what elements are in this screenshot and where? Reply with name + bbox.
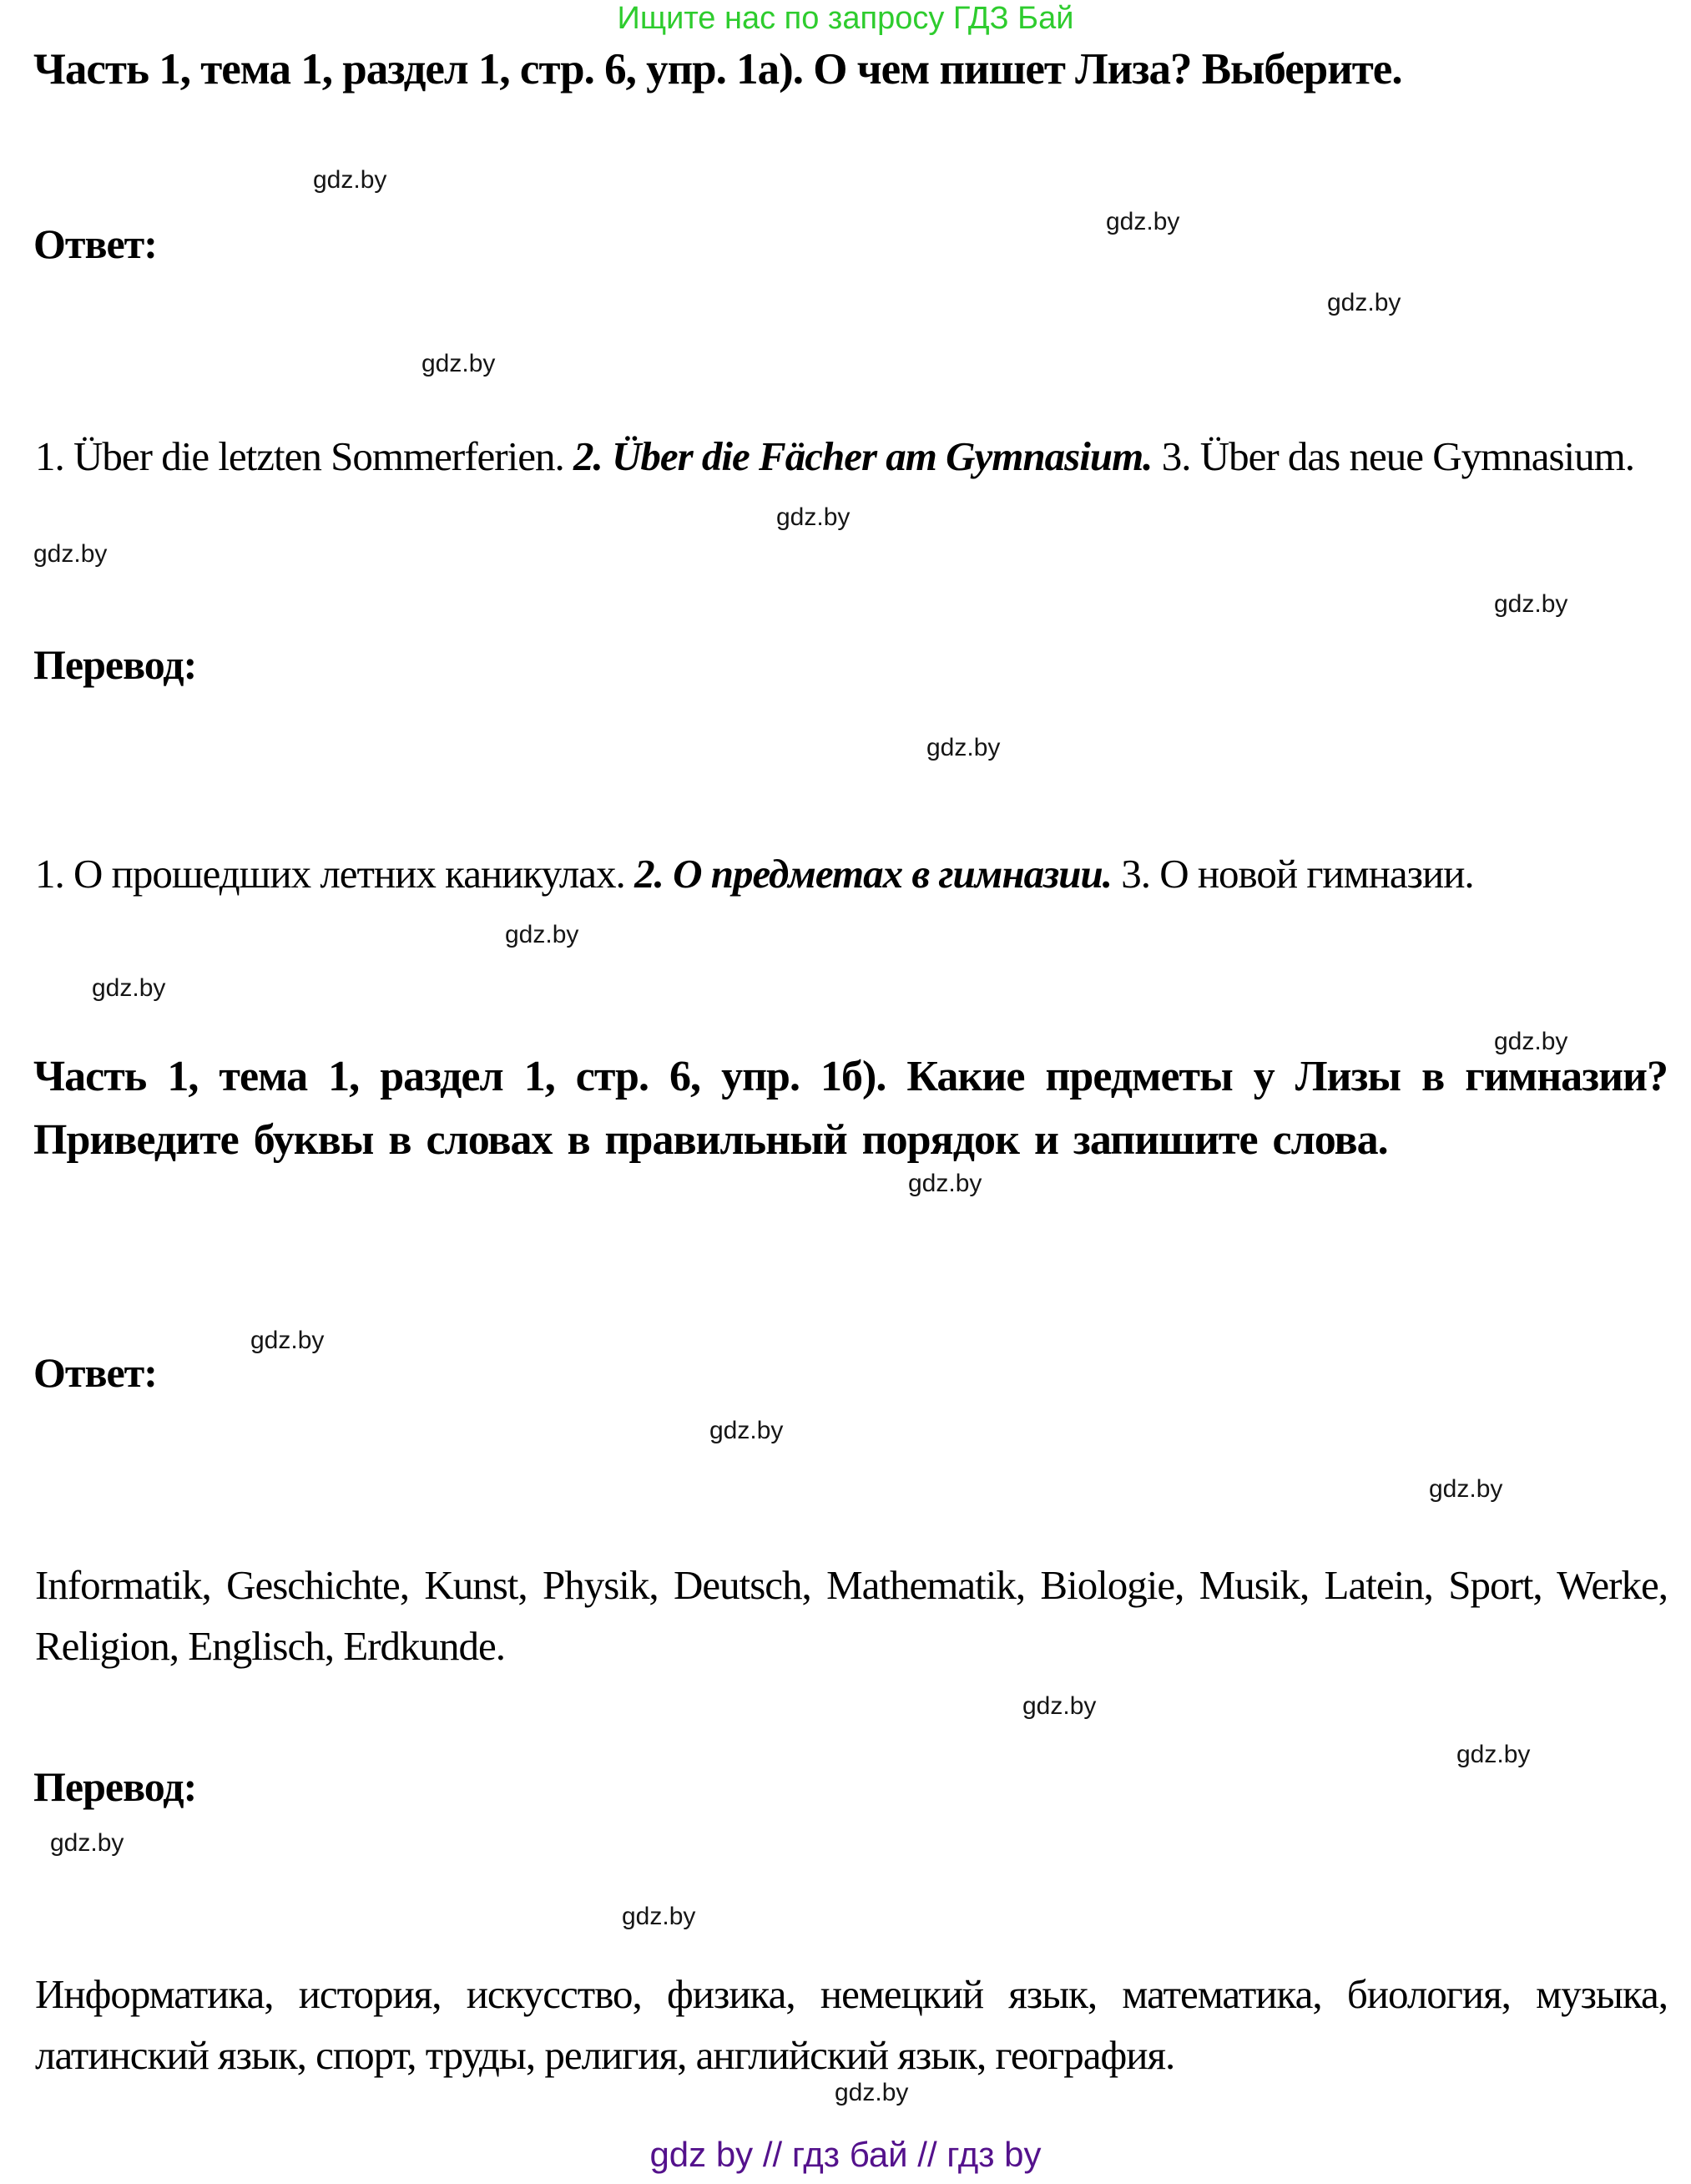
answer-1a-options xyxy=(35,426,1668,487)
gdzby-watermark: gdz.by xyxy=(1494,590,1568,618)
translation-label-1b: Перевод: xyxy=(33,1763,197,1810)
gdzby-watermark: gdz.by xyxy=(50,1829,124,1857)
gdzby-watermark: gdz.by xyxy=(926,734,1001,761)
answer-1b-subjects: Informatik, Geschichte, Kunst, Physik, Deutsch, Mathematik, Biologie, Musik, Latein, Sport, Werke, Religion, Englisch, Erdkunde. xyxy=(35,1562,1668,1669)
gdzby-watermark: gdz.by xyxy=(1494,1028,1568,1055)
gdzby-watermark: gdz.by xyxy=(1456,1741,1531,1768)
gdzby-watermark: gdz.by xyxy=(92,974,166,1002)
gdzby-watermark: gdz.by xyxy=(709,1417,784,1444)
gdzby-watermark: gdz.by xyxy=(313,166,387,194)
exercise-1b-heading: Часть 1, тема 1, раздел 1, стр. 6, упр. 1б). Какие предметы у Лизы в гимназии? Приведите буквы в словах в правильный порядок и запишите слова. xyxy=(33,1053,1668,1164)
promo-banner: Ищите нас по запросу ГДЗ Бай xyxy=(617,1,1074,36)
gdzby-watermark: gdz.by xyxy=(33,540,108,568)
translation-label-1a: Перевод: xyxy=(33,641,197,688)
answer-option-3: 3. Über das neue Gymnasium. xyxy=(1161,433,1634,479)
gdzby-watermark: gdz.by xyxy=(835,2079,909,2106)
translation-1a-options xyxy=(35,843,1668,904)
translation-option-3: 3. О новой гимназии. xyxy=(1121,851,1474,897)
gdzby-watermark: gdz.by xyxy=(1429,1475,1503,1503)
gdzby-watermark: gdz.by xyxy=(1327,289,1401,316)
gdzby-watermark: gdz.by xyxy=(908,1170,982,1197)
gdzby-watermark: gdz.by xyxy=(250,1327,325,1354)
gdzby-watermark: gdz.by xyxy=(1106,208,1180,235)
answer-option-2-selected: 2. Über die Fächer am Gymnasium. xyxy=(573,433,1153,479)
footer-site-links: gdz by // гдз бай // гдз by xyxy=(649,2135,1042,2174)
translation-option-2-selected: 2. О предметах в гимназии. xyxy=(634,851,1112,897)
answer-label-1a: Ответ: xyxy=(33,220,157,267)
answer-label-1b: Ответ: xyxy=(33,1349,157,1396)
translation-option-1: 1. О прошедших летних каникулах. xyxy=(35,851,625,897)
gdzby-watermark: gdz.by xyxy=(622,1903,696,1930)
gdzby-watermark: gdz.by xyxy=(421,350,496,377)
answer-option-1: 1. Über die letzten Sommerferien. xyxy=(35,433,564,479)
gdzby-watermark: gdz.by xyxy=(505,921,579,948)
gdzby-watermark: gdz.by xyxy=(776,503,851,531)
gdzby-watermark: gdz.by xyxy=(1022,1692,1097,1720)
translation-1b-subjects: Информатика, история, искусство, физика, немецкий язык, математика, биология, музыка, латинский язык, спорт, труды, религия, английский язык, география. xyxy=(35,1971,1668,2078)
exercise-1a-heading: Часть 1, тема 1, раздел 1, стр. 6, упр. 1а). О чем пишет Лиза? Выберите. xyxy=(33,45,1402,94)
